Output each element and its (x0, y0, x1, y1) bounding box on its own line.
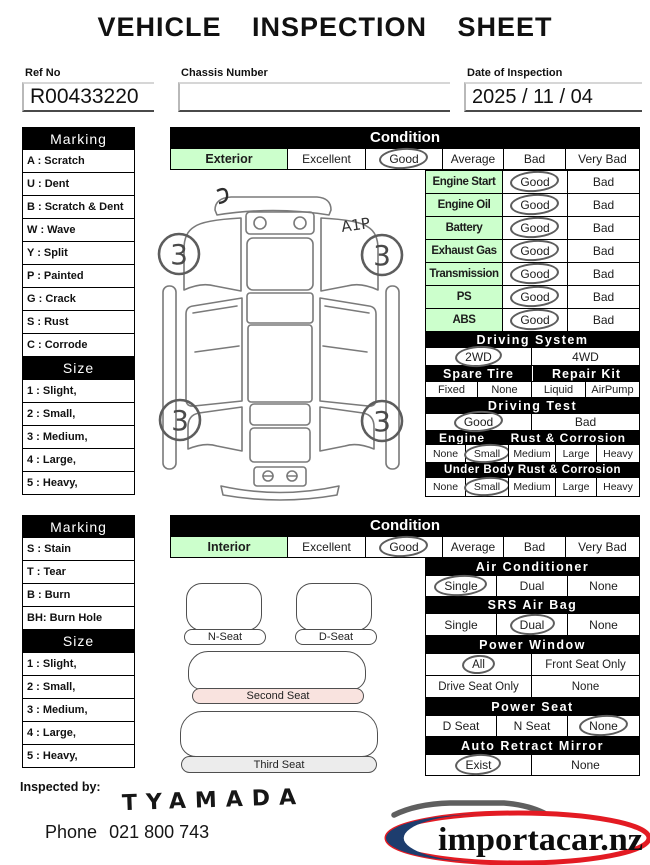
air-conditioner-option: Single (425, 575, 497, 597)
size-header: Size (22, 356, 135, 380)
marking-header: Marking (22, 127, 135, 150)
check-option: Good (502, 308, 568, 332)
spare-tire-option: Fixed (425, 381, 478, 398)
underbody-rust-header: Under Body Rust & Corrosion (425, 462, 640, 478)
check-label: PS (425, 285, 503, 309)
size-header: Size (22, 629, 135, 653)
power-seat-option: N Seat (496, 715, 568, 737)
driving-system-option: 2WD (425, 347, 532, 366)
power-window-option: All (425, 653, 532, 676)
date-of-inspection-label: Date of Inspection (467, 67, 563, 79)
power-seat-header: Power Seat (425, 697, 640, 716)
condition-option: Bad (503, 536, 566, 558)
check-option: Bad (567, 170, 640, 194)
legend-item: 4 : Large, (22, 448, 135, 472)
rust-option: Small (465, 444, 509, 463)
rust-option: Small (465, 477, 509, 497)
d-seat-back (296, 583, 372, 631)
rust-option: None (425, 477, 466, 497)
logo-text: importacar.nz (438, 822, 643, 858)
wheel-mark-circles (159, 234, 402, 441)
exterior-checks-table (425, 170, 640, 497)
condition-option: Excellent (287, 536, 366, 558)
legend-item: 1 : Slight, (22, 379, 135, 403)
rust-option: Medium (508, 444, 556, 463)
rust-option: Medium (508, 477, 556, 497)
legend-item: 2 : Small, (22, 675, 135, 699)
check-label: Transmission (425, 262, 503, 286)
driving-test-header: Driving Test (425, 397, 640, 414)
legend-item: S : Rust (22, 310, 135, 334)
ref-no-value: R00433220 (22, 82, 154, 112)
engine-rust-header: Engine Rust & Corrosion (425, 430, 640, 445)
check-option: Good (502, 216, 568, 240)
condition-option: Bad (503, 148, 566, 170)
exterior-condition-row (170, 148, 640, 170)
interior-condition-header: Condition (170, 515, 640, 536)
table-row (425, 444, 640, 463)
air-conditioner-header: Air Conditioner (425, 558, 640, 576)
wheel-mark: 3 (373, 239, 391, 272)
exterior-condition-header: Condition (170, 127, 640, 148)
table-row (425, 193, 640, 217)
d-seat-label: D-Seat (295, 629, 377, 645)
srs-option: Single (425, 613, 497, 636)
table-row (425, 285, 640, 309)
phone-value: 021 800 743 (109, 822, 210, 842)
driving-system-header: Driving System (425, 331, 640, 348)
legend-item: C : Corrode (22, 333, 135, 357)
marking-header: Marking (22, 515, 135, 538)
table-row (425, 477, 640, 497)
power-window-option: Front Seat Only (531, 653, 640, 676)
srs-air-bag-header: SRS Air Bag (425, 596, 640, 614)
check-option: Bad (567, 239, 640, 263)
legend-item: 3 : Medium, (22, 425, 135, 449)
legend-item: A : Scratch (22, 149, 135, 173)
table-row (425, 575, 640, 597)
table-row (425, 365, 640, 382)
n-seat-back (186, 583, 262, 631)
condition-option: Average (442, 536, 504, 558)
exterior-legend (22, 127, 135, 495)
check-option: Good (502, 193, 568, 217)
table-row (425, 613, 640, 636)
auto-retract-mirror-header: Auto Retract Mirror (425, 736, 640, 755)
check-label: Battery (425, 216, 503, 240)
legend-item: U : Dent (22, 172, 135, 196)
air-conditioner-option: None (567, 575, 640, 597)
power-window-option: None (531, 675, 640, 698)
chassis-number-value (178, 82, 450, 112)
mirror-option: Exist (425, 754, 532, 776)
second-seat-back (188, 651, 366, 690)
table-row (425, 413, 640, 431)
legend-item: B : Scratch & Dent (22, 195, 135, 219)
check-label: Engine Oil (425, 193, 503, 217)
table-row (425, 308, 640, 332)
spare-tire-option: None (477, 381, 532, 398)
check-label: ABS (425, 308, 503, 332)
rust-option: None (425, 444, 466, 463)
interior-condition-row (170, 536, 640, 558)
legend-item: B : Burn (22, 583, 135, 607)
rust-option: Large (555, 444, 597, 463)
legend-item: T : Tear (22, 560, 135, 584)
power-seat-option: None (567, 715, 640, 737)
condition-option: Excellent (287, 148, 366, 170)
power-window-option: Drive Seat Only (425, 675, 532, 698)
check-label: Exhaust Gas (425, 239, 503, 263)
legend-item: 5 : Heavy, (22, 471, 135, 495)
check-option: Good (502, 285, 568, 309)
legend-item: W : Wave (22, 218, 135, 242)
inspector-signature: TYAMADA (121, 784, 306, 817)
spare-tire-header: Spare Tire (425, 365, 532, 382)
table-row (425, 170, 640, 194)
table-row (425, 381, 640, 398)
table-row (425, 239, 640, 263)
condition-option: Very Bad (565, 148, 640, 170)
condition-option: Good (365, 536, 443, 558)
legend-item: BH: Burn Hole (22, 606, 135, 630)
power-seat-option: D Seat (425, 715, 497, 737)
air-conditioner-option: Dual (496, 575, 568, 597)
condition-option: Good (365, 148, 443, 170)
driving-test-option: Good (425, 413, 532, 431)
third-seat-back (180, 711, 378, 757)
page-title: VEHICLE INSPECTION SHEET (97, 12, 553, 42)
legend-item: G : Crack (22, 287, 135, 311)
legend-item: 1 : Slight, (22, 652, 135, 676)
interior-equipment-table (425, 558, 640, 776)
check-option: Bad (567, 262, 640, 286)
third-seat-label: Third Seat (181, 756, 377, 773)
legend-item: 5 : Heavy, (22, 744, 135, 768)
condition-option: Very Bad (565, 536, 640, 558)
exterior-row-label: Exterior (170, 148, 288, 170)
table-row (425, 262, 640, 286)
check-option: Bad (567, 193, 640, 217)
repair-kit-option: Liquid (531, 381, 586, 398)
srs-option: None (567, 613, 640, 636)
rust-option: Large (555, 477, 597, 497)
table-row (425, 675, 640, 698)
interior-legend (22, 515, 135, 768)
phone-number (45, 822, 209, 843)
rust-option: Heavy (596, 477, 640, 497)
phone-label: Phone (45, 822, 98, 842)
repair-kit-header: Repair Kit (532, 365, 640, 382)
table-row (425, 715, 640, 737)
ref-no-label: Ref No (25, 67, 61, 79)
table-row (425, 754, 640, 776)
check-label: Engine Start (425, 170, 503, 194)
legend-item: S : Stain (22, 537, 135, 561)
legend-item: Y : Split (22, 241, 135, 265)
car-outline (163, 197, 399, 500)
n-seat-label: N-Seat (184, 629, 266, 645)
diagram-annotation: A1P (340, 214, 372, 236)
inspected-by-label: Inspected by: (20, 780, 101, 794)
second-seat-label: Second Seat (192, 688, 364, 704)
driving-system-option: 4WD (531, 347, 640, 366)
legend-item: 4 : Large, (22, 721, 135, 745)
check-option: Good (502, 170, 568, 194)
table-row (425, 216, 640, 240)
wheel-mark: 3 (171, 404, 189, 437)
condition-option: Average (442, 148, 504, 170)
check-option: Bad (567, 285, 640, 309)
legend-item: 3 : Medium, (22, 698, 135, 722)
wheel-mark: 3 (170, 238, 188, 271)
interior-row-label: Interior (170, 536, 288, 558)
legend-item: 2 : Small, (22, 402, 135, 426)
importacar-logo (380, 800, 650, 865)
table-row (425, 653, 640, 676)
table-row (425, 347, 640, 366)
check-option: Bad (567, 216, 640, 240)
rust-option: Heavy (596, 444, 640, 463)
mirror-option: None (531, 754, 640, 776)
check-option: Bad (567, 308, 640, 332)
driving-test-option: Bad (531, 413, 640, 431)
srs-option: Dual (496, 613, 568, 636)
legend-item: P : Painted (22, 264, 135, 288)
wheel-mark: 3 (373, 405, 391, 438)
chassis-number-label: Chassis Number (181, 67, 268, 79)
power-window-header: Power Window (425, 635, 640, 654)
check-option: Good (502, 262, 568, 286)
check-option: Good (502, 239, 568, 263)
date-of-inspection-value: 2025 / 11 / 04 (464, 82, 642, 112)
repair-kit-option: AirPump (585, 381, 640, 398)
car-diagram (157, 186, 423, 506)
